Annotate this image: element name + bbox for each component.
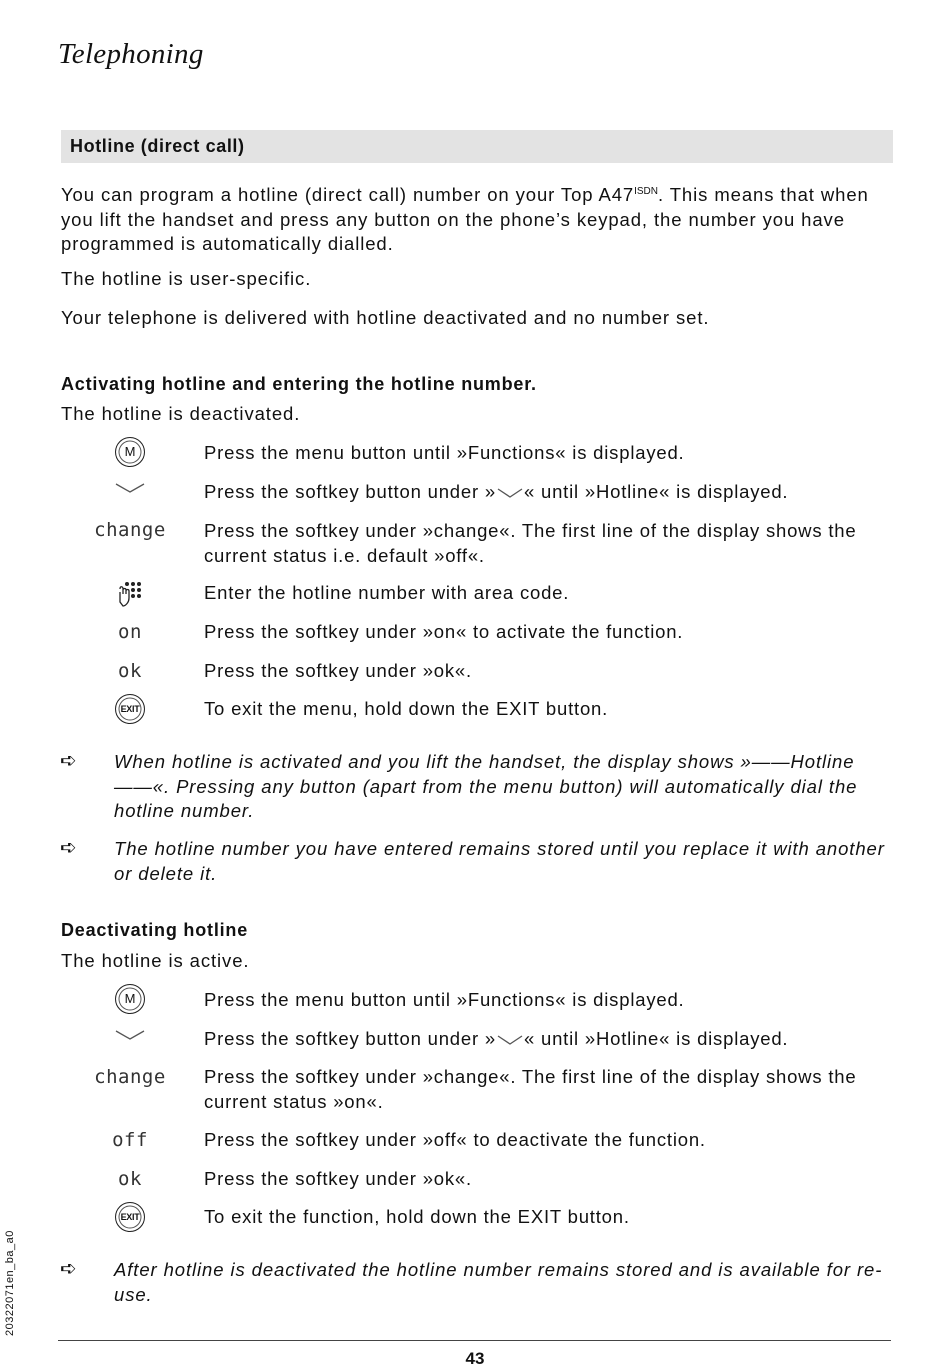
- softkey-chevron-icon: [70, 1028, 190, 1047]
- display-change-label: [70, 519, 190, 541]
- isdn-superscript: ISDN: [634, 186, 658, 197]
- step-2-text-end: « until »Hotline« is displayed.: [523, 481, 789, 502]
- display-ok-label: [70, 660, 190, 682]
- note-arrow-icon: ➪: [60, 1258, 77, 1280]
- menu-button-icon: [70, 437, 190, 467]
- deactivating-step-4: Press the softkey under »off« to deactivate the function.: [204, 1129, 706, 1150]
- display-ok-label: [70, 1168, 190, 1190]
- lcd-off: off: [112, 1129, 148, 1151]
- step-2-text-start: Press the softkey button under »: [204, 481, 496, 502]
- deactivating-step-5: Press the softkey under »ok«.: [204, 1168, 472, 1189]
- display-on-label: [70, 621, 190, 643]
- activating-step-5: Press the softkey under »on« to activate the function.: [204, 621, 684, 642]
- menu-button-label: M: [115, 437, 145, 467]
- intro-paragraph-3: Your telephone is delivered with hotline deactivated and no number set.: [61, 307, 710, 328]
- exit-button-label: EXIT: [115, 694, 145, 724]
- lcd-on: on: [118, 621, 142, 643]
- exit-button-icon: [70, 694, 190, 724]
- intro-paragraph-1: [61, 180, 891, 257]
- page-number: 43: [465, 1349, 485, 1368]
- exit-button-icon: [70, 1202, 190, 1232]
- note-arrow-icon: ➪: [60, 750, 77, 772]
- keypad-icon: [70, 580, 190, 613]
- step-2-text-start: Press the softkey button under »: [204, 1028, 496, 1049]
- lcd-change: change: [94, 1066, 166, 1088]
- display-change-label: [70, 1066, 190, 1088]
- softkey-chevron-icon: [70, 481, 190, 500]
- note-arrow-icon: ➪: [60, 837, 77, 859]
- display-off-label: [70, 1129, 190, 1151]
- footer-divider: [58, 1340, 891, 1341]
- activating-heading: Activating hotline and entering the hotline number.: [61, 374, 537, 394]
- activating-step-4: Enter the hotline number with area code.: [204, 582, 570, 603]
- deactivating-note-1: After hotline is deactivated the hotline number remains stored and is available for re-use.: [114, 1259, 883, 1305]
- deactivating-step-2: [204, 1027, 884, 1052]
- lcd-change: change: [94, 519, 166, 541]
- activating-note-1: When hotline is activated and you lift the handset, the display shows »——Hotline——«. Pressing any button (apart from the menu button) will automatically dial the hotline number.: [114, 751, 858, 821]
- intro-paragraph-2: The hotline is user-specific.: [61, 268, 312, 289]
- activating-step-1: Press the menu button until »Functions« is displayed.: [204, 442, 685, 463]
- activating-note-2: The hotline number you have entered remains stored until you replace it with another or delete it.: [114, 838, 885, 884]
- page-title: Telephoning: [58, 38, 204, 70]
- activating-step-7: To exit the menu, hold down the EXIT button.: [204, 698, 609, 719]
- deactivating-step-3: Press the softkey under »change«. The first line of the display shows the current status »on«.: [204, 1066, 857, 1112]
- activating-step-6: Press the softkey under »ok«.: [204, 660, 472, 681]
- softkey-chevron-icon: [496, 487, 524, 499]
- section-heading: Hotline (direct call): [70, 136, 245, 156]
- activating-step-2: [204, 480, 884, 505]
- activating-state: The hotline is deactivated.: [61, 403, 301, 424]
- deactivating-step-1: Press the menu button until »Functions« is displayed.: [204, 989, 685, 1010]
- deactivating-step-6: To exit the function, hold down the EXIT button.: [204, 1206, 630, 1227]
- section-heading-bar: [61, 130, 893, 163]
- intro-text-start: You can program a hotline (direct call) number on your Top A47: [61, 184, 635, 206]
- activating-step-3: Press the softkey under »change«. The first line of the display shows the current status i.e. default »off«.: [204, 520, 857, 566]
- softkey-chevron-icon: [496, 1034, 524, 1046]
- intro-text-end: . This means that when you lift the handset and press any button on the phone’s keypad, the number you have programmed is automatically dialled.: [61, 184, 869, 255]
- menu-button-label: M: [115, 984, 145, 1014]
- deactivating-heading: Deactivating hotline: [61, 920, 249, 940]
- exit-button-label: EXIT: [115, 1202, 145, 1232]
- deactivating-state: The hotline is active.: [61, 950, 250, 971]
- step-2-text-end: « until »Hotline« is displayed.: [523, 1028, 789, 1049]
- menu-button-icon: [70, 984, 190, 1014]
- document-code: 20322071en_ba_a0: [4, 1230, 16, 1336]
- lcd-ok: ok: [118, 660, 142, 682]
- lcd-ok: ok: [118, 1168, 142, 1190]
